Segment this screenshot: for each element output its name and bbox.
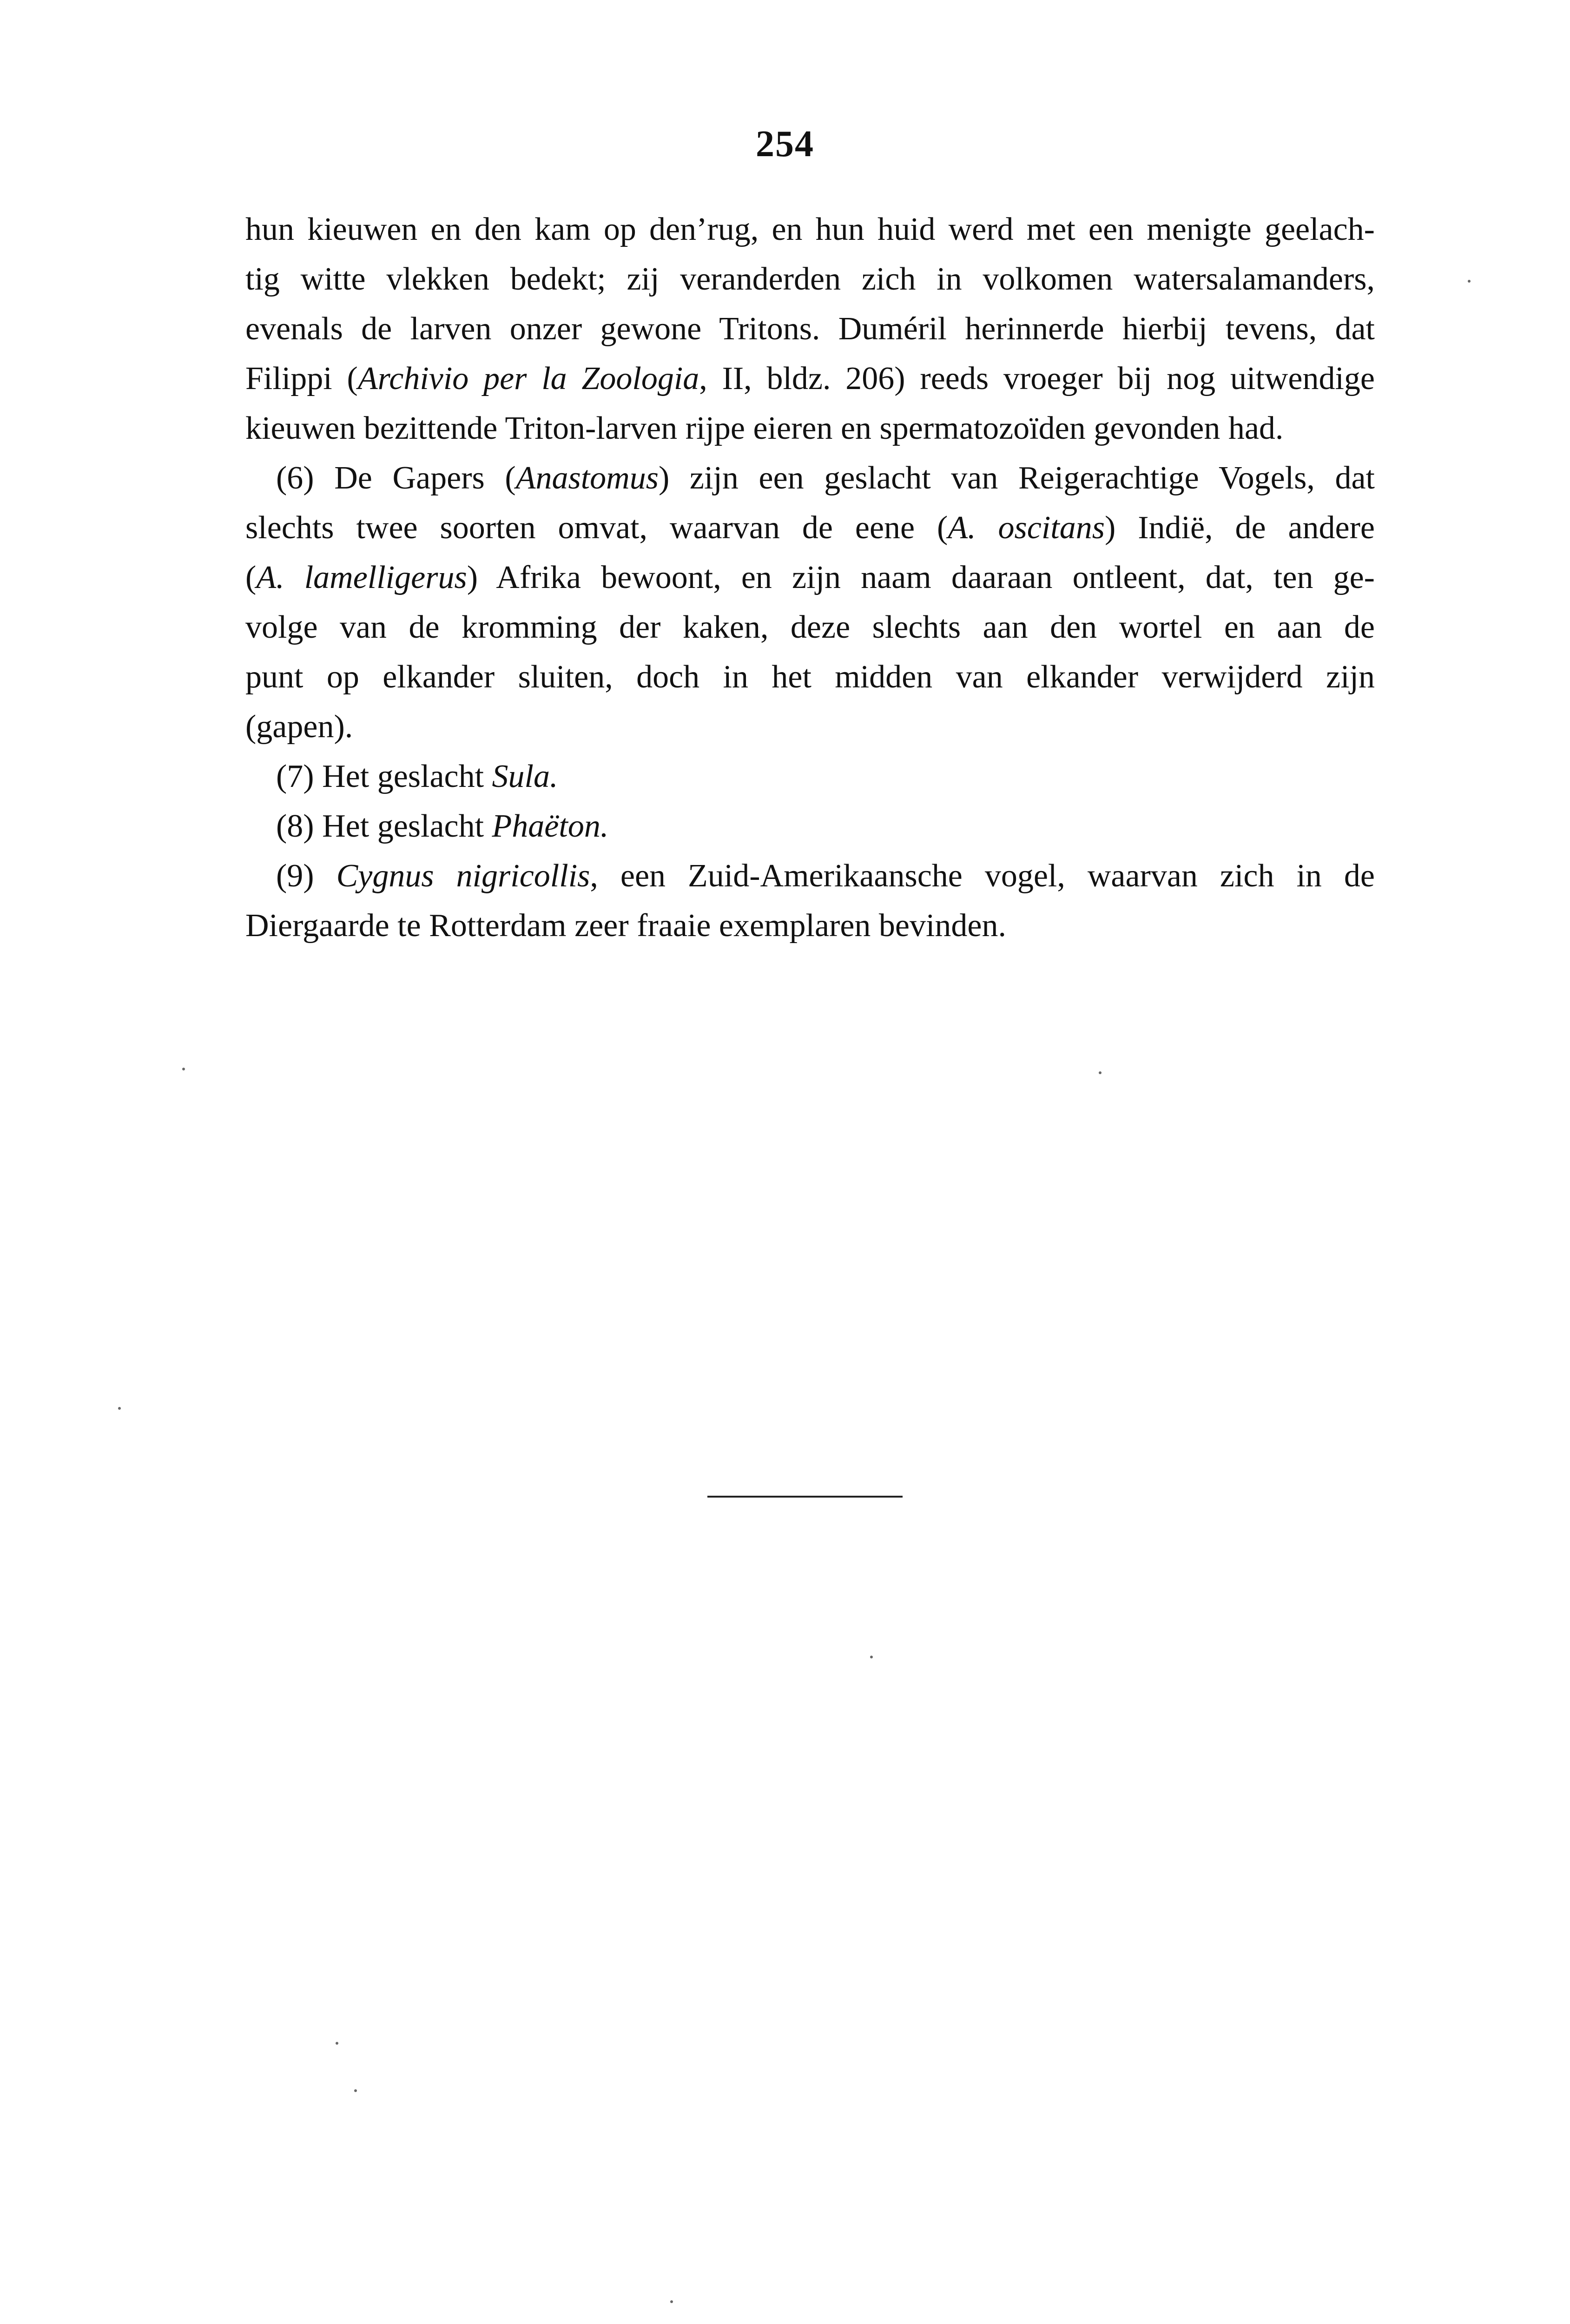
text-segment: Filippi ( [245, 361, 358, 396]
note-6-line [245, 553, 1375, 602]
italic-taxon-text: A. oscitans [948, 510, 1105, 546]
text-segment: (6) De Gapers ( [276, 460, 516, 496]
note-6-line [245, 503, 1375, 553]
text-segment: punt op elkander sluiten, doch in het midden van elkander verwijderd zijn [245, 659, 1375, 695]
text-segment: volge van de kromming der kaken, deze slechts aan den wortel en aan de [245, 609, 1375, 645]
scan-speck [670, 2300, 673, 2303]
text-segment: (7) Het geslacht [276, 759, 492, 794]
scan-speck [182, 1068, 185, 1070]
text-segment: Diergaarde te Rotterdam zeer fraaie exemplaren bevinden. [245, 908, 1007, 944]
text-line [245, 403, 1375, 453]
italic-taxon-text: Sula. [492, 759, 558, 794]
note-9-line [245, 901, 1375, 951]
text-segment: kieuwen bezittende Triton-larven rijpe eieren en spermatozoïden gevonden had. [245, 410, 1284, 446]
scan-speck [870, 1656, 873, 1658]
italic-taxon-text: Anastomus [515, 460, 659, 496]
note-6-line [245, 702, 1375, 752]
text-segment: evenals de larven onzer gewone Tritons. Duméril herinnerde hierbij tevens, dat [245, 311, 1375, 347]
text-segment: (8) Het geslacht [276, 808, 492, 844]
scan-speck [354, 2089, 357, 2092]
text-line [245, 354, 1375, 403]
text-segment: ) Indië, de andere [1104, 510, 1375, 546]
text-segment: , een Zuid-Amerikaansche vogel, waarvan zich in de [590, 858, 1375, 894]
text-line [245, 254, 1375, 304]
text-line [245, 304, 1375, 354]
note-6-line [245, 453, 1375, 503]
note-8-line [245, 801, 1375, 851]
text-segment: hun kieuwen en den kam op den’rug, en hun huid werd met een menigte geelach- [245, 211, 1375, 247]
text-segment: ) Afrika bewoont, en zijn naam daaraan ontleent, dat, ten ge- [467, 560, 1375, 595]
note-9-line [245, 851, 1375, 901]
text-line [245, 205, 1375, 254]
text-segment: ) zijn een geslacht van Reigerachtige Vogels, dat [658, 460, 1375, 496]
text-segment: slechts twee soorten omvat, waarvan de eene ( [245, 510, 948, 546]
scan-speck [1099, 1071, 1102, 1074]
note-6-line [245, 652, 1375, 702]
text-segment: tig witte vlekken bedekt; zij veranderden zich in volkomen watersalamanders, [245, 261, 1375, 297]
scan-speck [336, 2042, 338, 2045]
text-segment: ( [245, 560, 257, 595]
italic-taxon-text: Cygnus nigricollis [336, 858, 590, 894]
scan-speck [1468, 280, 1471, 283]
scan-speck [118, 1407, 121, 1410]
text-body [245, 205, 1375, 951]
italic-taxon-text: Phaëton. [492, 808, 609, 844]
note-7-line [245, 752, 1375, 801]
text-segment: (gapen). [245, 709, 353, 745]
italic-taxon-text: A. lamelligerus [256, 560, 467, 595]
note-6-line [245, 602, 1375, 652]
text-segment: , II, bldz. 206) reeds vroeger bij nog uitwendige [699, 361, 1375, 396]
italic-taxon-text: Archivio per la Zoologia [357, 361, 699, 396]
text-segment: (9) [276, 858, 336, 894]
page-number: 254 [756, 124, 814, 165]
section-divider-rule [707, 1496, 903, 1498]
